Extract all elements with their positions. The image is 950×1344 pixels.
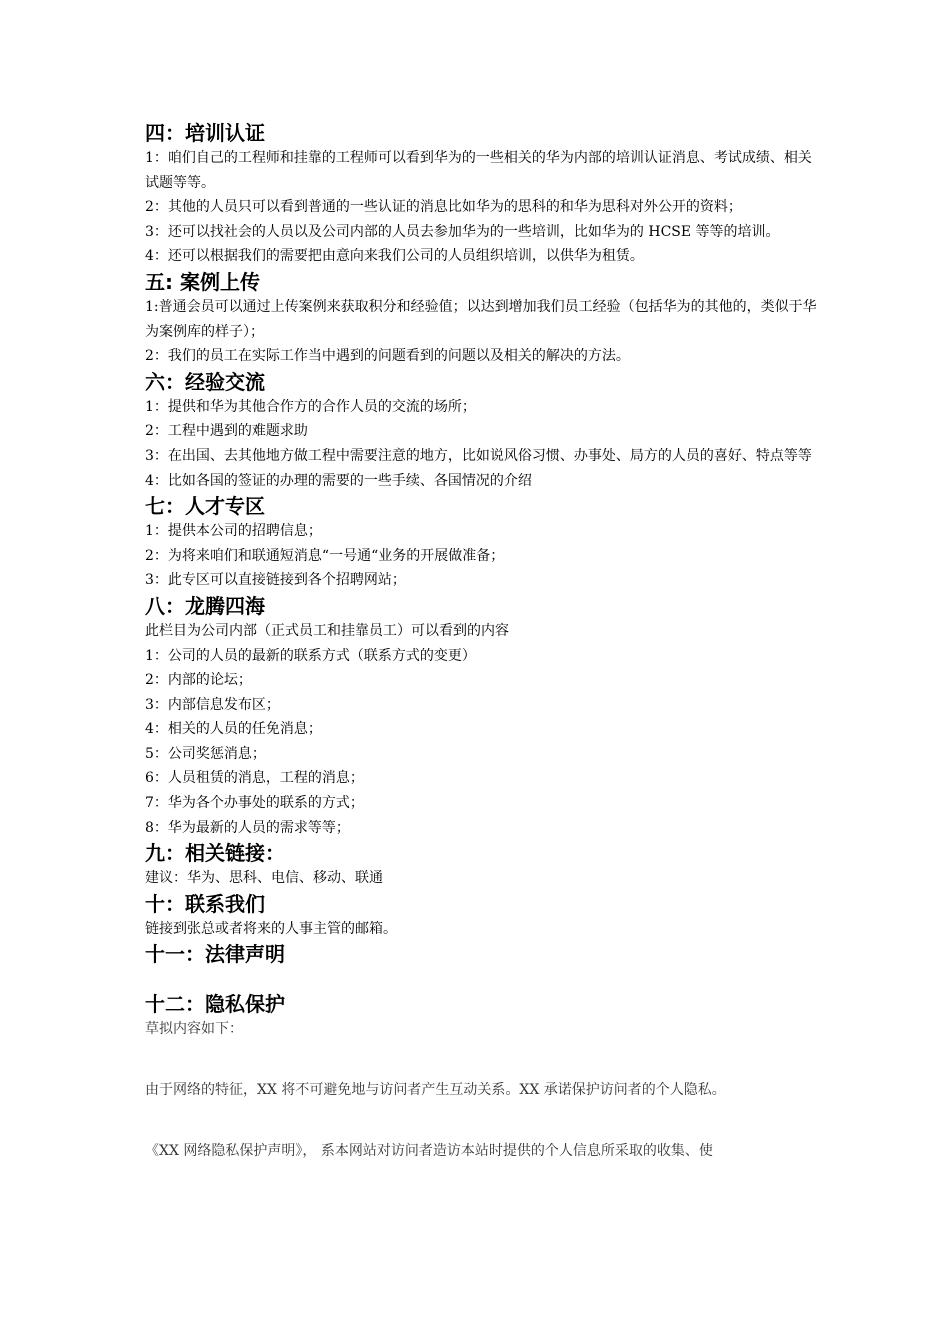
paragraph: 2：其他的人员只可以看到普通的一些认证的消息比如华为的思科的和华为思科对外公开的资料； [145,199,742,216]
privacy-paragraph: 由于网络的特征，XX 将不可避免地与访问者产生互动关系。XX 承诺保护访问者的个人隐私。 [145,1082,726,1099]
section-talent-zone [145,493,825,593]
paragraph: 3：还可以找社会的人员以及公司内部的人员去参加华为的一些培训，比如华为的 HCSE 等等的培训。 [145,223,780,240]
paragraph: 6：人员租赁的消息，工程的消息； [145,770,364,787]
section-heading: 十一：法律声明 [145,942,285,967]
spacer [145,967,825,991]
section-heading: 八：龙腾四海 [145,593,265,618]
section-heading: 四：培训认证 [145,121,265,145]
spacer [145,1042,825,1078]
paragraph: 8：华为最新的人员的需求等等； [145,819,350,836]
section-heading: 十二：隐私保护 [145,992,285,1017]
paragraph: 此栏目为公司内部（正式员工和挂靠员工）可以看到的内容 [145,622,509,639]
section-heading: 七：人才专区 [145,494,265,519]
paragraph: 3：此专区可以直接链接到各个招聘网站； [145,572,406,589]
section-privacy [145,991,825,1163]
paragraph: 建议：华为、思科、电信、移动、联通 [145,870,383,887]
paragraph: 1：公司的人员的最新的联系方式（联系方式的变更） [145,647,476,664]
paragraph: 1：咱们自己的工程师和挂靠的工程师可以看到华为的一些相关的华为内部的培训认证消息、考试成绩、相关试题等等。 [145,150,812,191]
paragraph: 4：比如各国的签证的办理的需要的一些手续、各国情况的介绍 [145,472,532,489]
section-training-certification [145,120,825,269]
section-heading: 六：经验交流 [145,369,265,394]
section-internal-area [145,593,825,840]
paragraph: 1：提供本公司的招聘信息； [145,523,322,540]
paragraph: 7：华为各个办事处的联系的方式； [145,795,364,812]
paragraph: 链接到张总或者将来的人事主管的邮箱。 [145,920,397,937]
section-experience-exchange [145,369,825,493]
section-case-upload [145,269,825,369]
document-body [145,120,825,1163]
privacy-paragraph: 《XX 网络隐私保护声明》， 系本网站对访问者造访本站时提供的个人信息所采取的收集、使 [145,1142,713,1159]
section-heading: 九：相关链接： [145,841,285,866]
section-contact-us [145,891,825,942]
paragraph: 2：工程中遇到的难题求助 [145,423,308,440]
paragraph: 2：我们的员工在实际工作当中遇到的问题看到的问题以及相关的解决的方法。 [145,348,630,365]
spacer [145,1103,825,1139]
paragraph: 3：内部信息发布区； [145,696,280,713]
section-legal-notice [145,941,825,967]
paragraph: 草拟内容如下： [145,1021,243,1038]
paragraph: 4：还可以根据我们的需要把由意向来我们公司的人员组织培训，以供华为租赁。 [145,248,644,265]
paragraph: 2：为将来咱们和联通短消息“一号通“业务的开展做准备； [145,547,505,564]
section-heading: 五: 案例上传 [145,269,260,294]
section-heading: 十：联系我们 [145,891,265,916]
paragraph: 1：提供和华为其他合作方的合作人员的交流的场所； [145,398,476,415]
paragraph: 5：公司奖惩消息； [145,745,266,762]
paragraph: 1:普通会员可以通过上传案例来获取积分和经验值；以达到增加我们员工经验（包括华为的其他的，类似于华为案例库的样子）； [145,298,817,340]
section-related-links [145,840,825,891]
paragraph: 4：相关的人员的任免消息； [145,721,322,738]
paragraph: 3：在出国、去其他地方做工程中需要注意的地方，比如说风俗习惯、办事处、局方的人员的喜好、特点等等 [145,447,812,464]
paragraph: 2：内部的论坛； [145,672,252,689]
